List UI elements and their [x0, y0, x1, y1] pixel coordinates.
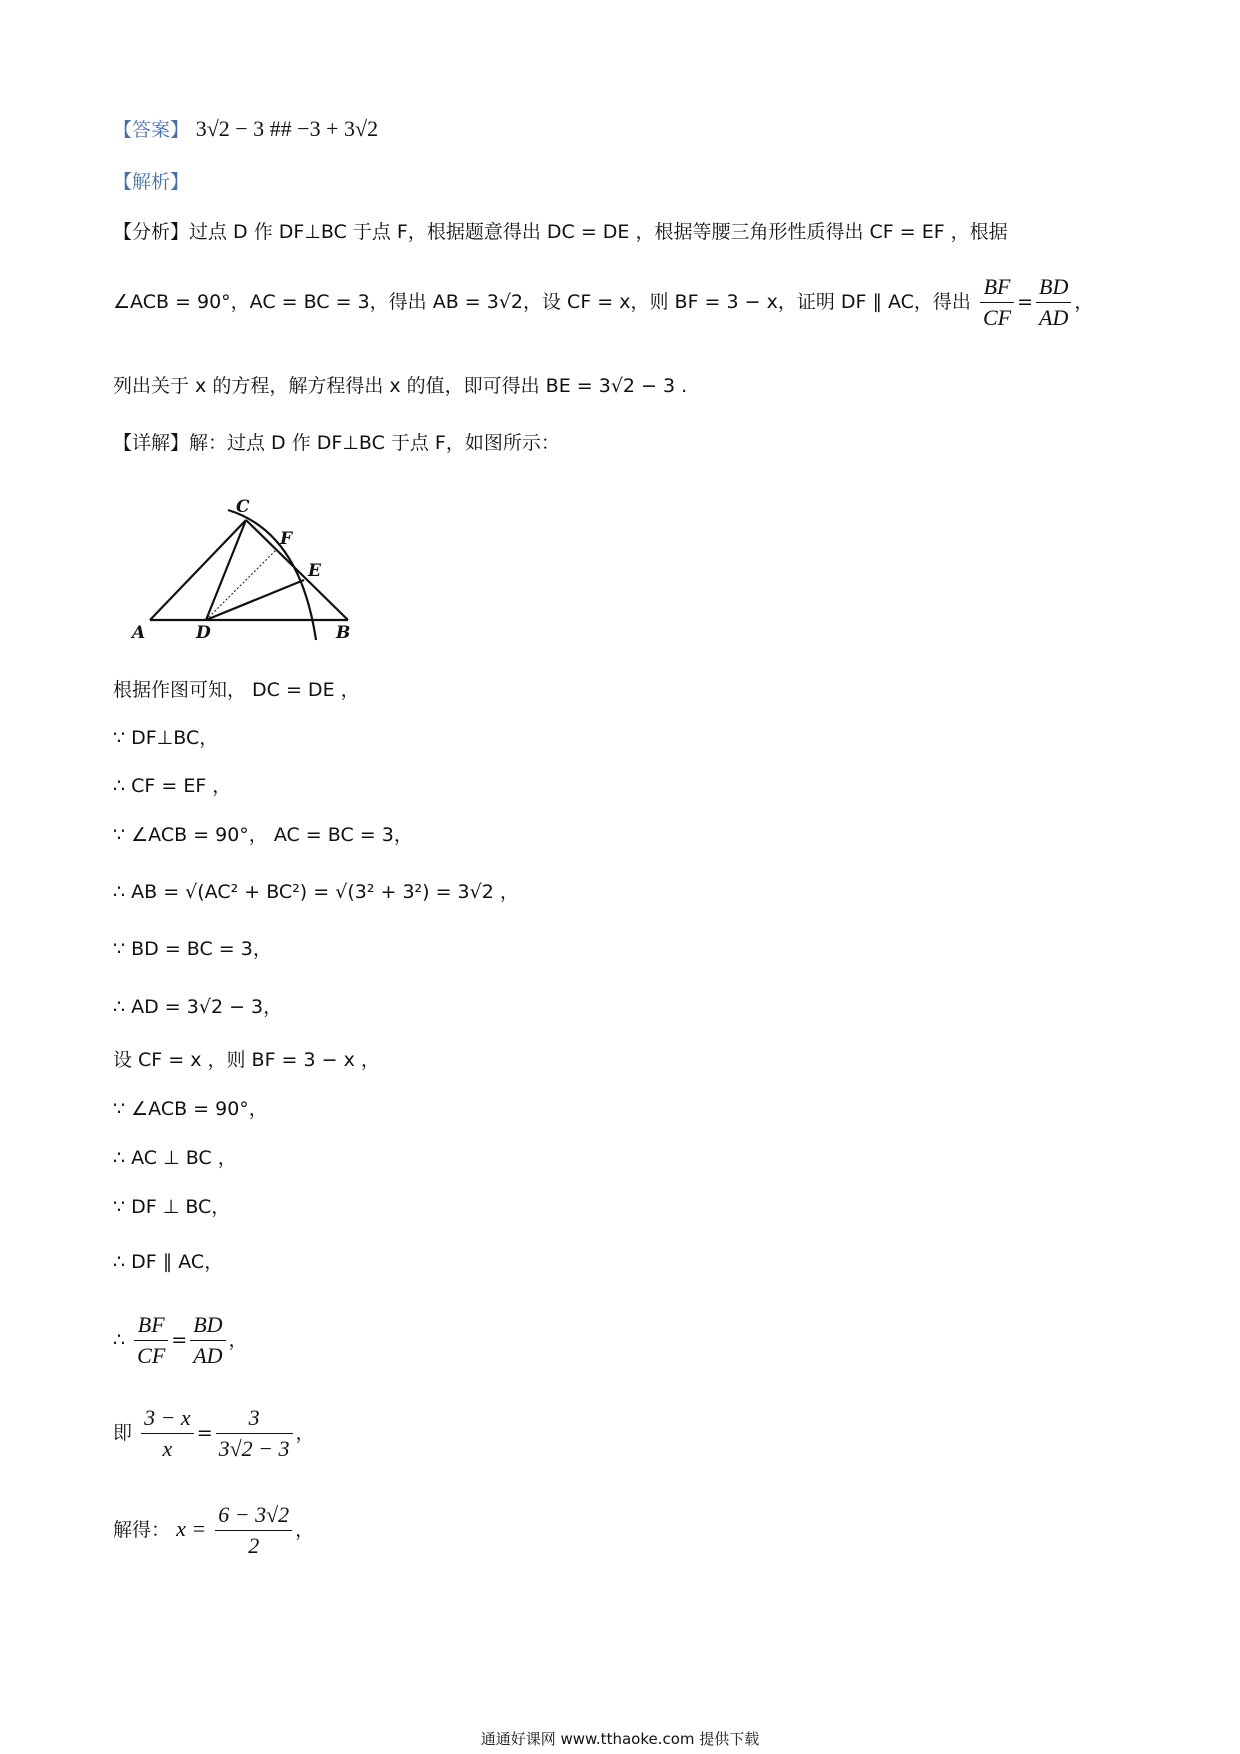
- fenxi-text-3: 列出关于 x 的方程，解方程得出 x 的值，即可得出 BE = 3√2 − 3 .: [113, 375, 688, 397]
- label-f: F: [280, 529, 293, 549]
- fraction-numerator: BF: [134, 1310, 168, 1341]
- label-e: E: [308, 561, 321, 581]
- fenxi-fraction-2: [1036, 272, 1071, 333]
- answer-text: 3√2 − 3 ## −3 + 3√2: [195, 116, 379, 141]
- fraction-numerator: 3: [216, 1403, 293, 1434]
- fraction-numerator: 3 − x: [141, 1403, 194, 1434]
- step-2: ∵ DF⊥BC，: [113, 727, 219, 749]
- step-3: ∴ CF = EF ，: [113, 775, 232, 797]
- fraction-denominator: AD: [193, 1343, 223, 1368]
- label-d: D: [196, 623, 211, 642]
- fraction-3-minus-x: [141, 1403, 194, 1464]
- segment-bc: [246, 520, 348, 620]
- fraction-denominator: CF: [137, 1343, 166, 1368]
- equation-step: 即 $\frac{3 - x}{x}$ = $\frac{3}{3√2 - 3}$ ，: [113, 1403, 315, 1464]
- step-12: ∴ DF ∥ AC，: [113, 1251, 224, 1273]
- segment-ac: [150, 520, 246, 620]
- step-4: ∵ ∠ACB = 90°， AC = BC = 3，: [113, 824, 413, 846]
- step-7: ∴ AD = 3√2 − 3，: [113, 996, 283, 1018]
- analysis-tag: 【解析】: [113, 171, 190, 193]
- fenxi-line-2: [113, 272, 1093, 333]
- detail-text: 解：过点 D 作 DF⊥BC 于点 F，如图所示：: [189, 432, 560, 454]
- solve-step: [113, 1500, 314, 1561]
- fraction-denominator: CF: [982, 305, 1012, 330]
- fraction-numerator: BD: [1036, 272, 1071, 303]
- analysis-heading: [113, 166, 189, 197]
- label-a: A: [132, 623, 146, 642]
- fraction-numerator: 6 − 3√2: [215, 1500, 292, 1531]
- fraction-3-over-denominator: [216, 1403, 293, 1464]
- label-b: B: [336, 623, 351, 642]
- fraction-denominator: x: [162, 1436, 173, 1461]
- punctuation: ，: [1074, 291, 1094, 313]
- step-10: ∴ AC ⊥ BC ，: [113, 1147, 237, 1169]
- step-6: ∵ BD = BC = 3，: [113, 938, 272, 960]
- answer-line: [113, 114, 378, 145]
- fraction-denominator: AD: [1039, 305, 1069, 330]
- label-c: C: [236, 497, 250, 517]
- fraction-bf-cf: [134, 1310, 168, 1371]
- segment-df: [206, 550, 276, 620]
- therefore-symbol: ∴: [113, 1329, 126, 1351]
- fenxi-fraction-1: [980, 272, 1014, 333]
- step-1: 根据作图可知， DC = DE ，: [113, 679, 360, 701]
- solve-lhs: x =: [176, 1516, 207, 1541]
- fraction-bd-ad: [190, 1310, 225, 1371]
- fraction-solution: [215, 1500, 292, 1561]
- ji-label: 即: [113, 1422, 133, 1444]
- step-9: ∵ ∠ACB = 90°，: [113, 1098, 268, 1120]
- fenxi-tag: 【分析】: [113, 221, 190, 243]
- equals-sign: =: [1017, 291, 1034, 313]
- fenxi-line-3: [113, 371, 687, 401]
- fenxi-line-1: [113, 217, 1008, 247]
- punctuation: ，: [295, 1422, 315, 1444]
- fraction-numerator: BD: [190, 1310, 225, 1341]
- detail-tag: 【详解】: [113, 432, 190, 454]
- fenxi-text-1: 过点 D 作 DF⊥BC 于点 F，根据题意得出 DC = DE ，根据等腰三角形性质得出 CF = EF ，根据: [189, 221, 1008, 243]
- step-8: 设 CF = x ，则 BF = 3 − x ，: [113, 1049, 380, 1071]
- geometry-figure: [128, 492, 368, 642]
- punctuation: ，: [295, 1519, 315, 1541]
- footer-watermark: 通通好课网 www.tthaoke.com 提供下载: [480, 1730, 760, 1748]
- answer-tag: 【答案】: [113, 119, 190, 141]
- step-5: ∴ AB = √(AC² + BC²) = √(3² + 3²) = 3√2 ，: [113, 881, 519, 903]
- jiede-label: 解得：: [113, 1519, 171, 1541]
- fenxi-text-2: ∠ACB = 90°，AC = BC = 3，得出 AB = 3√2，设 CF = x，则 BF = 3 − x，证明 DF ∥ AC，得出: [113, 291, 971, 313]
- step-11: ∵ DF ⊥ BC，: [113, 1196, 231, 1218]
- punctuation: ，: [228, 1329, 248, 1351]
- detail-line: [113, 428, 560, 458]
- fraction-numerator: BF: [980, 272, 1014, 303]
- fraction-step: ∴ $\frac{BF}{CF}$ = $\frac{BD}{AD}$ ，: [113, 1310, 248, 1371]
- fraction-denominator: 3√2 − 3: [218, 1436, 290, 1461]
- fraction-denominator: 2: [248, 1533, 260, 1558]
